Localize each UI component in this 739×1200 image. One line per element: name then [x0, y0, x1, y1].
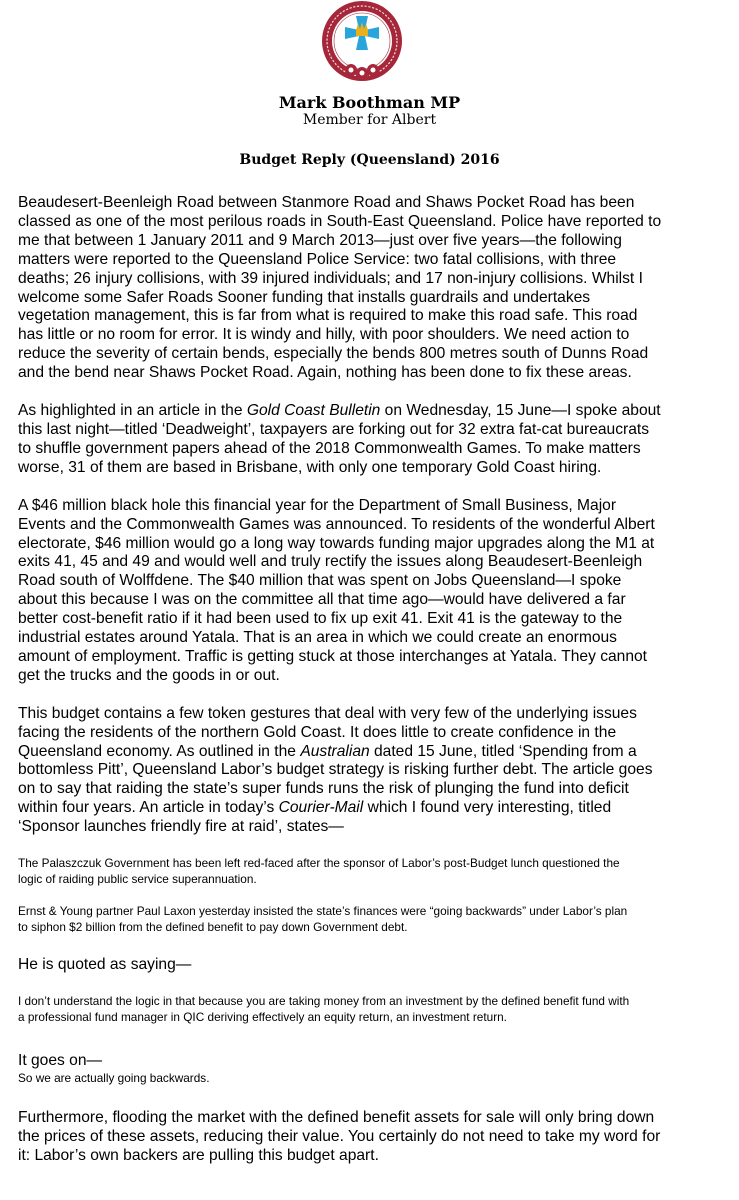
text-line: deaths; 26 injury collisions, with 39 injured individuals; and 17 non-injury collisions. Whilst I — [18, 269, 643, 287]
text-line: facing the residents of the northern Gold Coast. It does little to create confidence in the — [18, 723, 617, 741]
text-line: welcome some Safer Roads Sooner funding that installs guardrails and undertakes — [18, 288, 591, 306]
paragraph-budget-gestures — [18, 705, 726, 837]
text-line: A $46 million black hole this financial year for the Department of Small Business, Major — [18, 496, 617, 514]
text-line: on to say that raiding the state’s super funds runs the risk of plunging the fund into deficit — [18, 780, 629, 798]
text-line: reduce the severity of certain bends, especially the bends 800 metres south of Dunns Road — [18, 345, 649, 363]
text-run: dated 15 June, titled ‘Spending from a — [369, 742, 637, 760]
quote-line: a professional fund manager in QIC deriving effectively an equity return, an investment return. — [18, 1009, 507, 1024]
quotation-backwards: So we are actually going backwards. — [18, 1070, 210, 1085]
text-line: exits 41, 45 and 49 and would well and truly rectify the issues along Beaudesert-Beenleigh — [18, 553, 643, 571]
text-line: industrial estates around Yatala. That is an area in which we could create an enormous — [18, 629, 617, 647]
text-line: ‘Sponsor launches friendly fire at raid’, states— — [18, 818, 344, 836]
member-role: Member for Albert — [302, 112, 437, 128]
text-line: vegetation management, this is far from what is required to make this road safe. This road — [18, 307, 638, 325]
text-line: electorate, $46 million would go a long way towards funding major upgrades along the M1 at — [18, 534, 655, 552]
quote-line: to siphon $2 billion from the defined benefit to pay down Government debt. — [18, 919, 408, 934]
text-line: me that between 1 January 2011 and 9 March 2013—just over five years—the following — [18, 231, 622, 249]
text-line: Road south of Wolffdene. The $40 million that was spent on Jobs Queensland—I spoke — [18, 572, 622, 590]
member-header — [0, 93, 739, 129]
text-line: classed as one of the most perilous roads in South-East Queensland. Police have reported to — [18, 212, 662, 230]
text-line: about this because I was on the committee all that time ago—would have delivered a far — [18, 591, 626, 609]
text-line: get the trucks and the goods in or out. — [18, 666, 280, 684]
quote-line: Ernst & Young partner Paul Laxon yesterday insisted the state’s finances were “going backwards” under Labor’s plan — [18, 904, 628, 919]
text-line: Events and the Commonwealth Games was announced. To residents of the wonderful Albert — [18, 515, 655, 533]
paragraph-flooding-market — [18, 1109, 726, 1166]
text-line — [18, 799, 726, 818]
paragraph-quoted-saying: He is quoted as saying— — [18, 956, 192, 974]
text-run: Queensland economy. As outlined in the — [18, 742, 301, 760]
text-line: amount of employment. Traffic is getting stuck at those interchanges at Yatala. They cannot — [18, 647, 648, 665]
text-line: to shuffle government papers ahead of the 2018 Commonwealth Games. To make matters — [18, 439, 641, 457]
quote-line: I don’t understand the logic in that because you are taking money from an investment by the defined benefit fund with — [18, 994, 630, 1008]
text-line: better cost-benefit ratio if it had been used to fix up exit 41. Exit 41 is the gateway to the — [18, 610, 623, 628]
text-line: This budget contains a few token gestures that deal with very few of the underlying issues — [18, 704, 637, 722]
text-line: Beaudesert-Beenleigh Road between Stanmore Road and Shaws Pocket Road has been — [18, 194, 635, 211]
member-name: Mark Boothman MP — [278, 93, 461, 112]
paragraph-black-hole — [18, 497, 726, 686]
text-line — [18, 743, 726, 762]
paragraph-goes-on: It goes on— — [18, 1052, 103, 1069]
text-line: Furthermore, flooding the market with the defined benefit assets for sale will only bring down — [18, 1108, 655, 1126]
quote-line: logic of raiding public service superannuation. — [18, 871, 257, 886]
text-line: the prices of these assets, reducing their value. You certainly do not need to take my word for — [18, 1127, 661, 1145]
text-run: on Wednesday, 15 June—I spoke about — [380, 402, 661, 420]
queensland-parliament-crest — [312, 0, 412, 86]
quote-line: The Palaszczuk Government has been left red-faced after the sponsor of Labor’s post-Budget lunch questioned the — [18, 856, 620, 871]
text-run: within four years. An article in today’s — [18, 799, 279, 817]
text-line — [18, 402, 726, 421]
paragraph-roads — [18, 194, 726, 383]
document-title: Budget Reply (Queensland) 2016 — [239, 152, 500, 168]
crest-icon — [312, 0, 412, 86]
text-line: has little or no room for error. It is windy and hilly, with poor shoulders. We need action to — [18, 326, 630, 344]
publication-title: Gold Coast Bulletin — [246, 402, 381, 420]
text-line: and the bend near Shaws Pocket Road. Again, nothing has been done to fix these areas. — [18, 364, 632, 382]
quotation-palaszczuk — [18, 856, 726, 887]
quotation-logic — [18, 994, 726, 1025]
text-line: worse, 31 of them are based in Brisbane, with only one temporary Gold Coast hiring. — [18, 458, 602, 476]
text-line: this last night—titled ‘Deadweight’, taxpayers are forking out for 32 extra fat-cat bureaucrats — [18, 420, 649, 438]
text-line: it: Labor’s own backers are pulling this budget apart. — [18, 1146, 379, 1164]
speech-body — [18, 194, 726, 1185]
text-run: As highlighted in an article in the — [18, 402, 247, 420]
text-run: which I found very interesting, titled — [363, 799, 612, 817]
text-line: matters were reported to the Queensland Police Service: two fatal collisions, with three — [18, 250, 617, 268]
paragraph-bureaucrats — [18, 402, 726, 478]
quotation-laxon — [18, 904, 726, 935]
publication-title: Courier-Mail — [278, 799, 364, 817]
text-line: bottomless Pitt’, Queensland Labor’s budget strategy is risking further debt. The article goes — [18, 761, 653, 779]
publication-title: Australian — [300, 742, 370, 760]
